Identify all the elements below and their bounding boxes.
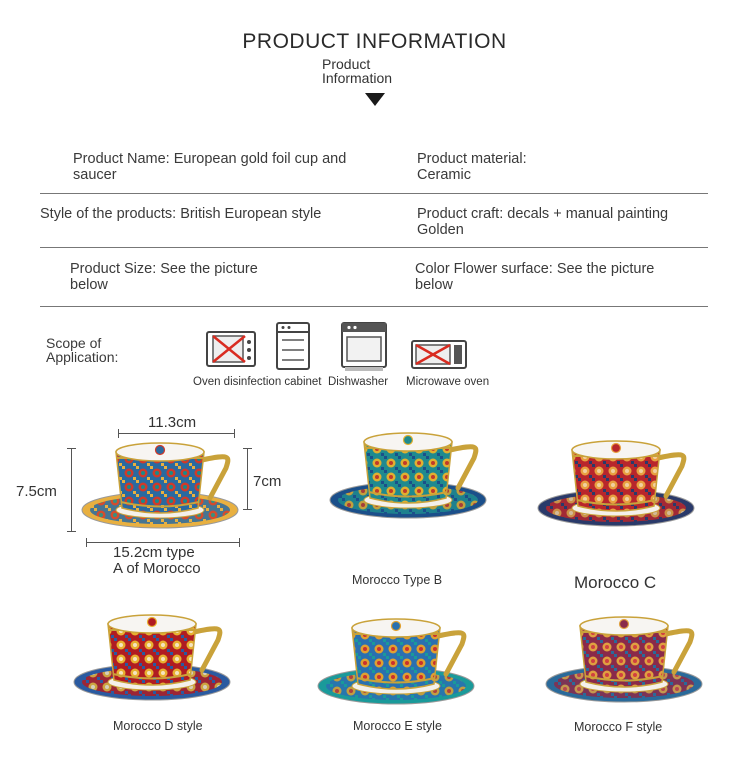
cup-height-label: 7cm (253, 473, 282, 490)
dimension-tick (239, 538, 240, 547)
cup-type-d (72, 610, 232, 705)
divider (40, 247, 708, 248)
cup-height-line (247, 448, 248, 510)
microwave-icon (410, 339, 468, 371)
dishwasher-front-icon (341, 322, 387, 372)
top-width-label: 11.3cm (148, 414, 197, 431)
cup-type-e (316, 614, 476, 709)
page-title: PRODUCT INFORMATION (242, 30, 507, 53)
divider (40, 193, 708, 194)
dimension-tick (118, 429, 119, 438)
product-size: Product Size: See the picture below (70, 261, 258, 293)
application-item-label: Oven disinfection cabinet (193, 376, 322, 388)
product-color: Color Flower surface: See the picture below (415, 261, 655, 293)
application-item-label: Dishwasher (328, 376, 389, 388)
down-arrow-icon (365, 93, 385, 106)
caption-type-d: Morocco D style (113, 719, 203, 733)
product-craft: Product craft: decals + manual painting Golden (417, 206, 669, 238)
caption-type-b: Morocco Type B (352, 573, 443, 587)
dimension-tick (86, 538, 87, 547)
dimension-tick (243, 448, 252, 449)
product-name: Product Name: European gold foil cup and saucer (73, 151, 347, 183)
cup-type-c (536, 436, 696, 531)
dimension-tick (234, 429, 235, 438)
page-subtitle: Product Information (322, 56, 393, 86)
type-a-caption: A of Morocco (113, 560, 201, 577)
total-height-line (71, 448, 72, 532)
dimension-tick (243, 509, 252, 510)
application-label: Scope of Application: (46, 335, 119, 365)
divider (40, 306, 708, 307)
dimension-tick (67, 448, 76, 449)
application-item-label: Microwave oven (406, 376, 490, 388)
cup-type-b (328, 428, 488, 523)
saucer-width-label: 15.2cm type (113, 544, 195, 561)
total-height-label: 7.5cm (16, 483, 57, 500)
caption-type-c: Morocco C (574, 573, 657, 592)
cup-type-f (544, 612, 704, 707)
caption-type-f: Morocco F style (574, 720, 663, 734)
cup-type-a (80, 438, 240, 533)
top-width-line (118, 433, 235, 434)
dimension-tick (67, 531, 76, 532)
dishwasher-icon (276, 322, 310, 370)
saucer-width-line (86, 542, 240, 543)
product-material: Product material: Ceramic (417, 151, 527, 183)
product-style: Style of the products: British European style (40, 206, 322, 222)
caption-type-e: Morocco E style (353, 719, 442, 733)
oven-disinfection-cabinet-icon (205, 330, 257, 370)
